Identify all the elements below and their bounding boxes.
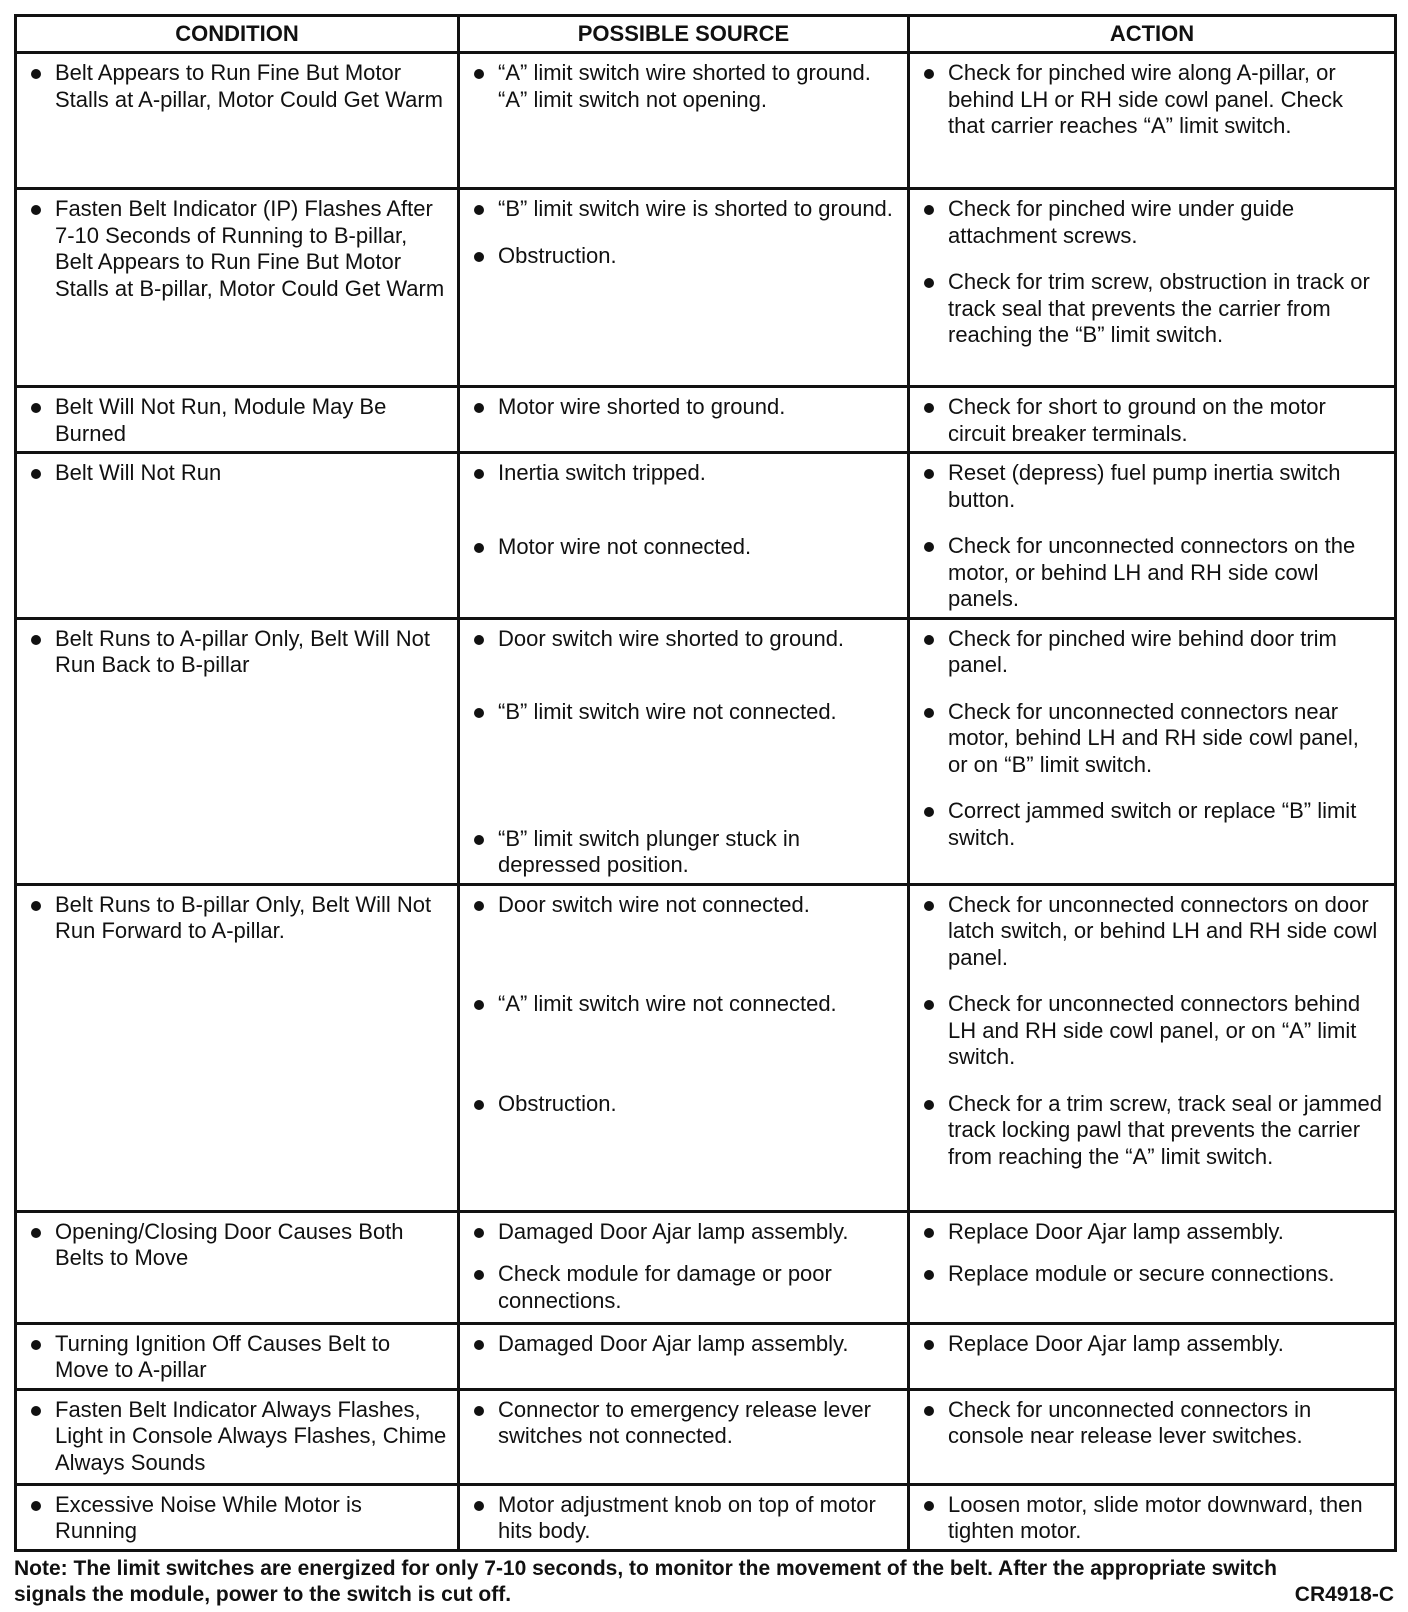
source-cell — [459, 1484, 909, 1550]
condition-text: Belt Will Not Run — [29, 460, 447, 487]
table-header-row — [16, 16, 1396, 53]
action-item: Check for trim screw, obstruction in track or track seal that prevents the carrier from reaching the “B” limit switch. — [922, 269, 1384, 349]
source-item: “B” limit switch wire not connected. — [472, 699, 897, 726]
action-item: Replace Door Ajar lamp assembly. — [922, 1219, 1384, 1246]
source-cell — [459, 884, 909, 1211]
source-item: “A” limit switch wire not connected. — [472, 991, 897, 1018]
source-cell — [459, 1211, 909, 1323]
condition-text: Opening/Closing Door Causes Both Belts to Move — [29, 1219, 447, 1272]
condition-text: Turning Ignition Off Causes Belt to Move to A-pillar — [29, 1331, 447, 1384]
action-cell — [909, 618, 1396, 884]
table-row — [16, 1389, 1396, 1484]
action-cell — [909, 1323, 1396, 1389]
action-cell — [909, 1211, 1396, 1323]
table-row — [16, 453, 1396, 619]
condition-text: Fasten Belt Indicator Always Flashes, Light in Console Always Flashes, Chime Always Sounds — [29, 1397, 447, 1477]
table-row — [16, 884, 1396, 1211]
condition-cell — [16, 189, 459, 387]
action-item: Loosen motor, slide motor downward, then tighten motor. — [922, 1492, 1384, 1545]
footnote: Note: The limit switches are energized for only 7-10 seconds, to monitor the movement of the belt. After the appropriate switch signals the module, power to the switch is cut off. — [14, 1557, 1277, 1606]
source-item: Door switch wire not connected. — [472, 892, 897, 919]
source-cell — [459, 1323, 909, 1389]
source-cell — [459, 618, 909, 884]
condition-text: Belt Runs to B-pillar Only, Belt Will Not Run Forward to A-pillar. — [29, 892, 447, 945]
source-item: Check module for damage or poor connections. — [472, 1261, 897, 1314]
action-item: Check for unconnected connectors on the motor, or behind LH and RH side cowl panels. — [922, 533, 1384, 613]
action-cell — [909, 387, 1396, 453]
table-row — [16, 1211, 1396, 1323]
action-item: Check for pinched wire along A-pillar, or behind LH or RH side cowl panel. Check that carrier reaches “A” limit switch. — [922, 60, 1384, 140]
source-item: Door switch wire shorted to ground. — [472, 626, 897, 653]
source-item: Connector to emergency release lever switches not connected. — [472, 1397, 897, 1450]
table-row — [16, 53, 1396, 189]
table-row — [16, 387, 1396, 453]
table-row — [16, 1323, 1396, 1389]
table-row — [16, 1484, 1396, 1550]
condition-cell — [16, 1211, 459, 1323]
figure-id: CR4918-C — [1294, 1583, 1394, 1606]
condition-cell — [16, 453, 459, 619]
action-item: Correct jammed switch or replace “B” limit switch. — [922, 798, 1384, 851]
action-item: Check for unconnected connectors in console near release lever switches. — [922, 1397, 1384, 1450]
source-cell — [459, 189, 909, 387]
source-item: Damaged Door Ajar lamp assembly. — [472, 1219, 897, 1246]
condition-cell — [16, 1323, 459, 1389]
condition-text: Belt Appears to Run Fine But Motor Stalls at A-pillar, Motor Could Get Warm — [29, 60, 447, 113]
condition-text: Fasten Belt Indicator (IP) Flashes After 7-10 Seconds of Running to B-pillar, Belt Appears to Run Fine But Motor Stalls at B-pillar, Motor Could Get Warm — [29, 196, 447, 302]
table-row — [16, 618, 1396, 884]
condition-cell — [16, 53, 459, 189]
action-item: Check for unconnected connectors on door latch switch, or behind LH and RH side cowl panel. — [922, 892, 1384, 972]
action-item: Check for unconnected connectors near motor, behind LH and RH side cowl panel, or on “B” limit switch. — [922, 699, 1384, 779]
source-cell — [459, 387, 909, 453]
action-item: Check for a trim screw, track seal or jammed track locking pawl that prevents the carrier from reaching the “A” limit switch. — [922, 1091, 1384, 1171]
table-row — [16, 189, 1396, 387]
source-cell — [459, 453, 909, 619]
condition-text: Belt Runs to A-pillar Only, Belt Will Not Run Back to B-pillar — [29, 626, 447, 679]
diagnosis-table — [14, 14, 1397, 1552]
condition-header: CONDITION — [16, 16, 459, 53]
action-cell — [909, 189, 1396, 387]
source-item: Motor adjustment knob on top of motor hits body. — [472, 1492, 897, 1545]
condition-cell — [16, 618, 459, 884]
source-item: Damaged Door Ajar lamp assembly. — [472, 1331, 897, 1358]
action-item: Reset (depress) fuel pump inertia switch button. — [922, 460, 1384, 513]
action-item: Check for pinched wire under guide attachment screws. — [922, 196, 1384, 249]
condition-cell — [16, 387, 459, 453]
action-item: Check for pinched wire behind door trim panel. — [922, 626, 1384, 679]
condition-cell — [16, 1389, 459, 1484]
source-item: “B” limit switch wire is shorted to ground. — [472, 196, 897, 223]
action-item: Replace Door Ajar lamp assembly. — [922, 1331, 1384, 1358]
action-item: Check for short to ground on the motor circuit breaker terminals. — [922, 394, 1384, 447]
source-item: “A” limit switch wire shorted to ground. “A” limit switch not opening. — [472, 60, 897, 113]
action-item: Replace module or secure connections. — [922, 1261, 1384, 1288]
source-item: Inertia switch tripped. — [472, 460, 897, 487]
action-cell — [909, 453, 1396, 619]
condition-cell — [16, 1484, 459, 1550]
source-item: “B” limit switch plunger stuck in depressed position. — [472, 826, 897, 879]
source-cell — [459, 1389, 909, 1484]
source-item: Obstruction. — [472, 243, 897, 270]
possible-source-header: POSSIBLE SOURCE — [459, 16, 909, 53]
action-header: ACTION — [909, 16, 1396, 53]
condition-text: Excessive Noise While Motor is Running — [29, 1492, 447, 1545]
action-cell — [909, 884, 1396, 1211]
source-cell — [459, 53, 909, 189]
action-cell — [909, 1389, 1396, 1484]
source-item: Obstruction. — [472, 1091, 897, 1118]
source-item: Motor wire shorted to ground. — [472, 394, 897, 421]
action-item: Check for unconnected connectors behind LH and RH side cowl panel, or on “A” limit switch. — [922, 991, 1384, 1071]
source-item: Motor wire not connected. — [472, 534, 897, 561]
action-cell — [909, 53, 1396, 189]
action-cell — [909, 1484, 1396, 1550]
condition-text: Belt Will Not Run, Module May Be Burned — [29, 394, 447, 447]
condition-cell — [16, 884, 459, 1211]
